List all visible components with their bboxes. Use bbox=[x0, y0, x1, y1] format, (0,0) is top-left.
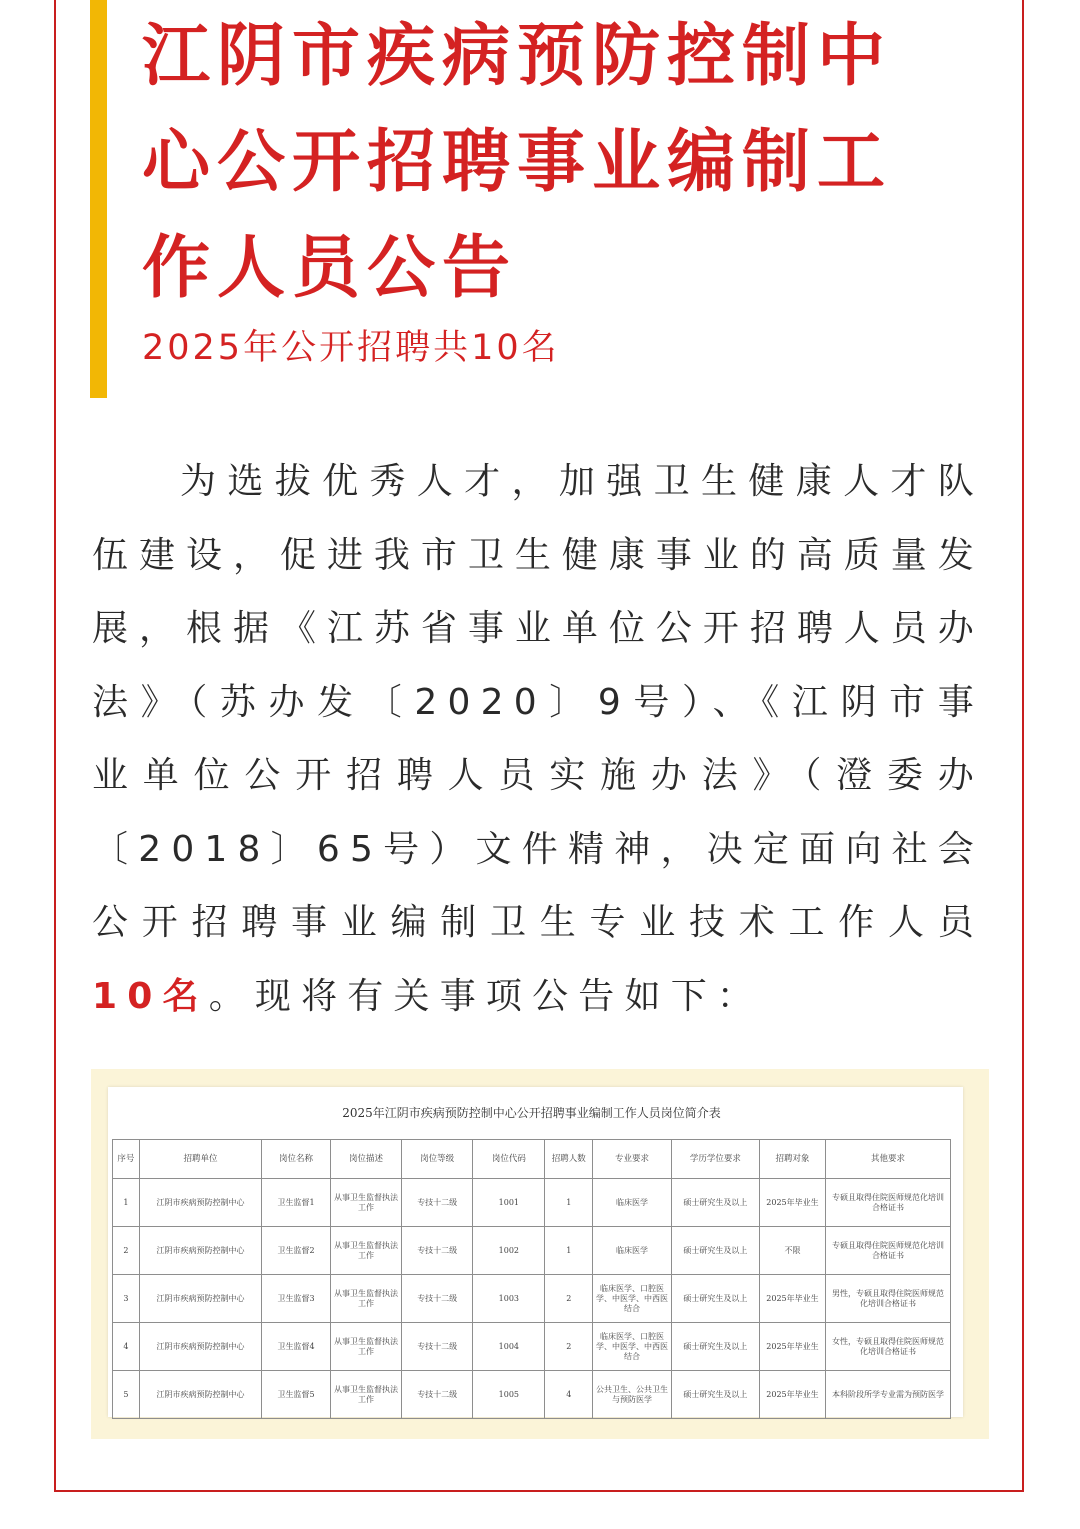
table-cell: 专技十二级 bbox=[402, 1371, 473, 1419]
recruit-count-highlight: 10名 bbox=[92, 975, 209, 1017]
table-row bbox=[113, 1179, 951, 1227]
table-cell: 1 bbox=[113, 1179, 140, 1227]
table-cell: 1001 bbox=[473, 1179, 545, 1227]
table-cell: 5 bbox=[113, 1371, 140, 1419]
table-cell: 2 bbox=[113, 1227, 140, 1275]
intro-text: 为选拔优秀人才，加强卫生健康人才队伍建设，促进我市卫生健康事业的高质量发展，根据《江苏省事业单位公开招聘人员办法》（苏办发〔2020〕9号）、《江阴市事业单位公开招聘人员实施办法》（澄委办〔2018〕65号）文件精神，决定面向社会公开招聘事业编制卫生专业技术工作人员 bbox=[92, 461, 984, 943]
table-cell: 专技十二级 bbox=[402, 1227, 473, 1275]
table-cell: 硕士研究生及以上 bbox=[671, 1371, 759, 1419]
table-cell: 女性，专硕且取得住院医师规范化培训合格证书 bbox=[826, 1323, 951, 1371]
table-cell: 从事卫生监督执法工作 bbox=[330, 1275, 401, 1323]
table-cell: 2025年毕业生 bbox=[759, 1179, 825, 1227]
table-cell: 卫生监督3 bbox=[262, 1275, 331, 1323]
table-row bbox=[113, 1371, 951, 1419]
table-cell: 卫生监督1 bbox=[262, 1179, 331, 1227]
table-cell: 1 bbox=[545, 1227, 593, 1275]
table-cell: 2025年毕业生 bbox=[759, 1275, 825, 1323]
table-cell: 2025年毕业生 bbox=[759, 1371, 825, 1419]
table-cell: 从事卫生监督执法工作 bbox=[330, 1179, 401, 1227]
page-title: 江阴市疾病预防控制中心公开招聘事业编制工作人员公告 bbox=[142, 17, 893, 308]
table-row bbox=[113, 1323, 951, 1371]
table-cell: 2 bbox=[545, 1275, 593, 1323]
table-cell: 1003 bbox=[473, 1275, 545, 1323]
table-cell: 专技十二级 bbox=[402, 1323, 473, 1371]
page-subtitle: 2025年公开招聘共10名 bbox=[142, 328, 560, 368]
intro-paragraph bbox=[92, 445, 984, 1033]
table-cell: 1004 bbox=[473, 1323, 545, 1371]
table-cell: 卫生监督4 bbox=[262, 1323, 331, 1371]
position-table bbox=[112, 1139, 951, 1419]
column-header: 招聘单位 bbox=[139, 1140, 261, 1179]
table-cell: 硕士研究生及以上 bbox=[671, 1179, 759, 1227]
table-image-frame bbox=[91, 1069, 989, 1439]
table-cell: 专技十二级 bbox=[402, 1275, 473, 1323]
table-cell: 江阴市疾病预防控制中心 bbox=[139, 1371, 261, 1419]
table-cell: 2 bbox=[545, 1323, 593, 1371]
table-cell: 临床医学 bbox=[593, 1227, 672, 1275]
table-cell: 男性，专硕且取得住院医师规范化培训合格证书 bbox=[826, 1275, 951, 1323]
table-caption: 2025年江阴市疾病预防控制中心公开招聘事业编制工作人员岗位简介表 bbox=[342, 1106, 721, 1120]
column-header: 岗位名称 bbox=[262, 1140, 331, 1179]
table-cell: 1 bbox=[545, 1179, 593, 1227]
table-cell: 卫生监督2 bbox=[262, 1227, 331, 1275]
table-cell: 4 bbox=[113, 1323, 140, 1371]
table-cell: 2025年毕业生 bbox=[759, 1323, 825, 1371]
table-cell: 专技十二级 bbox=[402, 1179, 473, 1227]
column-header: 岗位代码 bbox=[473, 1140, 545, 1179]
table-cell: 3 bbox=[113, 1275, 140, 1323]
table-cell: 专硕且取得住院医师规范化培训合格证书 bbox=[826, 1179, 951, 1227]
column-header: 其他要求 bbox=[826, 1140, 951, 1179]
table-row bbox=[113, 1275, 951, 1323]
table-cell: 公共卫生、公共卫生与预防医学 bbox=[593, 1371, 672, 1419]
table-cell: 江阴市疾病预防控制中心 bbox=[139, 1323, 261, 1371]
table-cell: 本科阶段所学专业需为预防医学 bbox=[826, 1371, 951, 1419]
column-header: 招聘人数 bbox=[545, 1140, 593, 1179]
position-table-card bbox=[108, 1087, 963, 1417]
table-cell: 江阴市疾病预防控制中心 bbox=[139, 1227, 261, 1275]
table-cell: 专硕且取得住院医师规范化培训合格证书 bbox=[826, 1227, 951, 1275]
table-cell: 江阴市疾病预防控制中心 bbox=[139, 1275, 261, 1323]
table-cell: 从事卫生监督执法工作 bbox=[330, 1371, 401, 1419]
table-cell: 硕士研究生及以上 bbox=[671, 1323, 759, 1371]
table-cell: 卫生监督5 bbox=[262, 1371, 331, 1419]
column-header: 岗位描述 bbox=[330, 1140, 401, 1179]
intro-text-end: 。现将有关事项公告如下： bbox=[208, 975, 764, 1017]
table-cell: 临床医学、口腔医学、中医学、中西医结合 bbox=[593, 1323, 672, 1371]
table-cell: 硕士研究生及以上 bbox=[671, 1275, 759, 1323]
table-row bbox=[113, 1227, 951, 1275]
column-header: 序号 bbox=[113, 1140, 140, 1179]
column-header: 岗位等级 bbox=[402, 1140, 473, 1179]
table-cell: 临床医学 bbox=[593, 1179, 672, 1227]
column-header: 招聘对象 bbox=[759, 1140, 825, 1179]
table-cell: 4 bbox=[545, 1371, 593, 1419]
table-cell: 江阴市疾病预防控制中心 bbox=[139, 1179, 261, 1227]
table-cell: 不限 bbox=[759, 1227, 825, 1275]
table-cell: 硕士研究生及以上 bbox=[671, 1227, 759, 1275]
table-cell: 1002 bbox=[473, 1227, 545, 1275]
table-cell: 从事卫生监督执法工作 bbox=[330, 1323, 401, 1371]
table-header-row bbox=[113, 1140, 951, 1179]
column-header: 学历学位要求 bbox=[671, 1140, 759, 1179]
column-header: 专业要求 bbox=[593, 1140, 672, 1179]
table-cell: 临床医学、口腔医学、中医学、中西医结合 bbox=[593, 1275, 672, 1323]
table-cell: 从事卫生监督执法工作 bbox=[330, 1227, 401, 1275]
table-cell: 1005 bbox=[473, 1371, 545, 1419]
accent-bar bbox=[90, 0, 107, 398]
